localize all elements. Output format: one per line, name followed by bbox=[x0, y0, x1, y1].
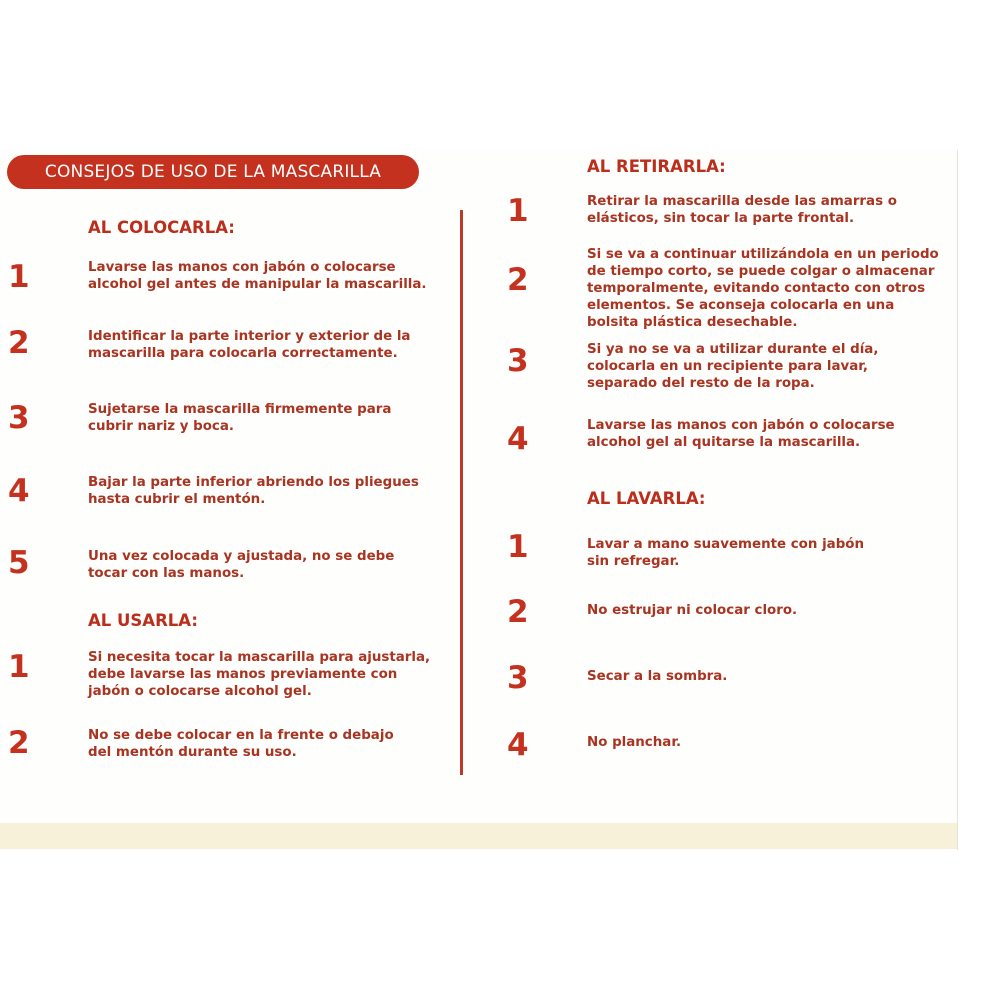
column-divider bbox=[460, 210, 463, 775]
step-number: 5 bbox=[8, 545, 30, 581]
step-number: 4 bbox=[507, 727, 529, 763]
step-text: Si ya no se va a utilizar durante el día, colocarla en un recipiente para lavar, separado del resto de la ropa. bbox=[587, 342, 879, 391]
section-title-lavarla: AL LAVARLA: bbox=[587, 489, 706, 508]
step-number: 1 bbox=[8, 259, 30, 295]
step-text: Retirar la mascarilla desde las amarras o elásticos, sin tocar la parte frontal. bbox=[587, 194, 897, 226]
step-number: 1 bbox=[8, 649, 30, 685]
step-number: 2 bbox=[507, 594, 529, 630]
step-text: Lavar a mano suavemente con jabón sin refregar. bbox=[587, 537, 865, 569]
step-text: Lavarse las manos con jabón o colocarse alcohol gel antes de manipular la mascarilla. bbox=[88, 260, 427, 292]
step-text: Bajar la parte inferior abriendo los pliegues hasta cubrir el mentón. bbox=[88, 475, 419, 507]
step-text: Lavarse las manos con jabón o colocarse alcohol gel al quitarse la mascarilla. bbox=[587, 418, 895, 450]
step-text: Identificar la parte interior y exterior de la mascarilla para colocarla correctamente. bbox=[88, 329, 411, 361]
banner-title: CONSEJOS DE USO DE LA MASCARILLA bbox=[7, 155, 419, 189]
step-text: No planchar. bbox=[587, 735, 682, 750]
step-number: 3 bbox=[8, 400, 30, 436]
step-text: Si necesita tocar la mascarilla para ajustarla, debe lavarse las manos previamente con jabón o colocarse alcohol gel. bbox=[88, 650, 431, 699]
step-text: Si se va a continuar utilizándola en un periodo de tiempo corto, se puede colgar o almacenar temporalmente, evitando contacto con otros elementos. Se aconseja colocarla en una bolsita plástica desechable. bbox=[587, 247, 939, 330]
step-text: Sujetarse la mascarilla firmemente para cubrir nariz y boca. bbox=[88, 402, 392, 434]
sheet-edge bbox=[957, 150, 958, 850]
step-number: 1 bbox=[507, 193, 529, 229]
step-number: 3 bbox=[507, 660, 529, 696]
section-title-usarla: AL USARLA: bbox=[88, 611, 198, 630]
step-number: 2 bbox=[507, 262, 529, 298]
step-number: 1 bbox=[507, 529, 529, 565]
step-text: Secar a la sombra. bbox=[587, 669, 728, 684]
section-title-colocarla: AL COLOCARLA: bbox=[88, 218, 235, 237]
step-text: No se debe colocar en la frente o debajo del mentón durante su uso. bbox=[88, 728, 394, 760]
step-number: 4 bbox=[8, 473, 30, 509]
step-number: 3 bbox=[507, 343, 529, 379]
step-text: Una vez colocada y ajustada, no se debe tocar con las manos. bbox=[88, 549, 395, 581]
section-title-retirarla: AL RETIRARLA: bbox=[587, 157, 726, 176]
step-text: No estrujar ni colocar cloro. bbox=[587, 603, 798, 618]
step-number: 2 bbox=[8, 325, 30, 361]
step-number: 2 bbox=[8, 725, 30, 761]
bottom-strip bbox=[0, 823, 958, 849]
step-number: 4 bbox=[507, 421, 529, 457]
